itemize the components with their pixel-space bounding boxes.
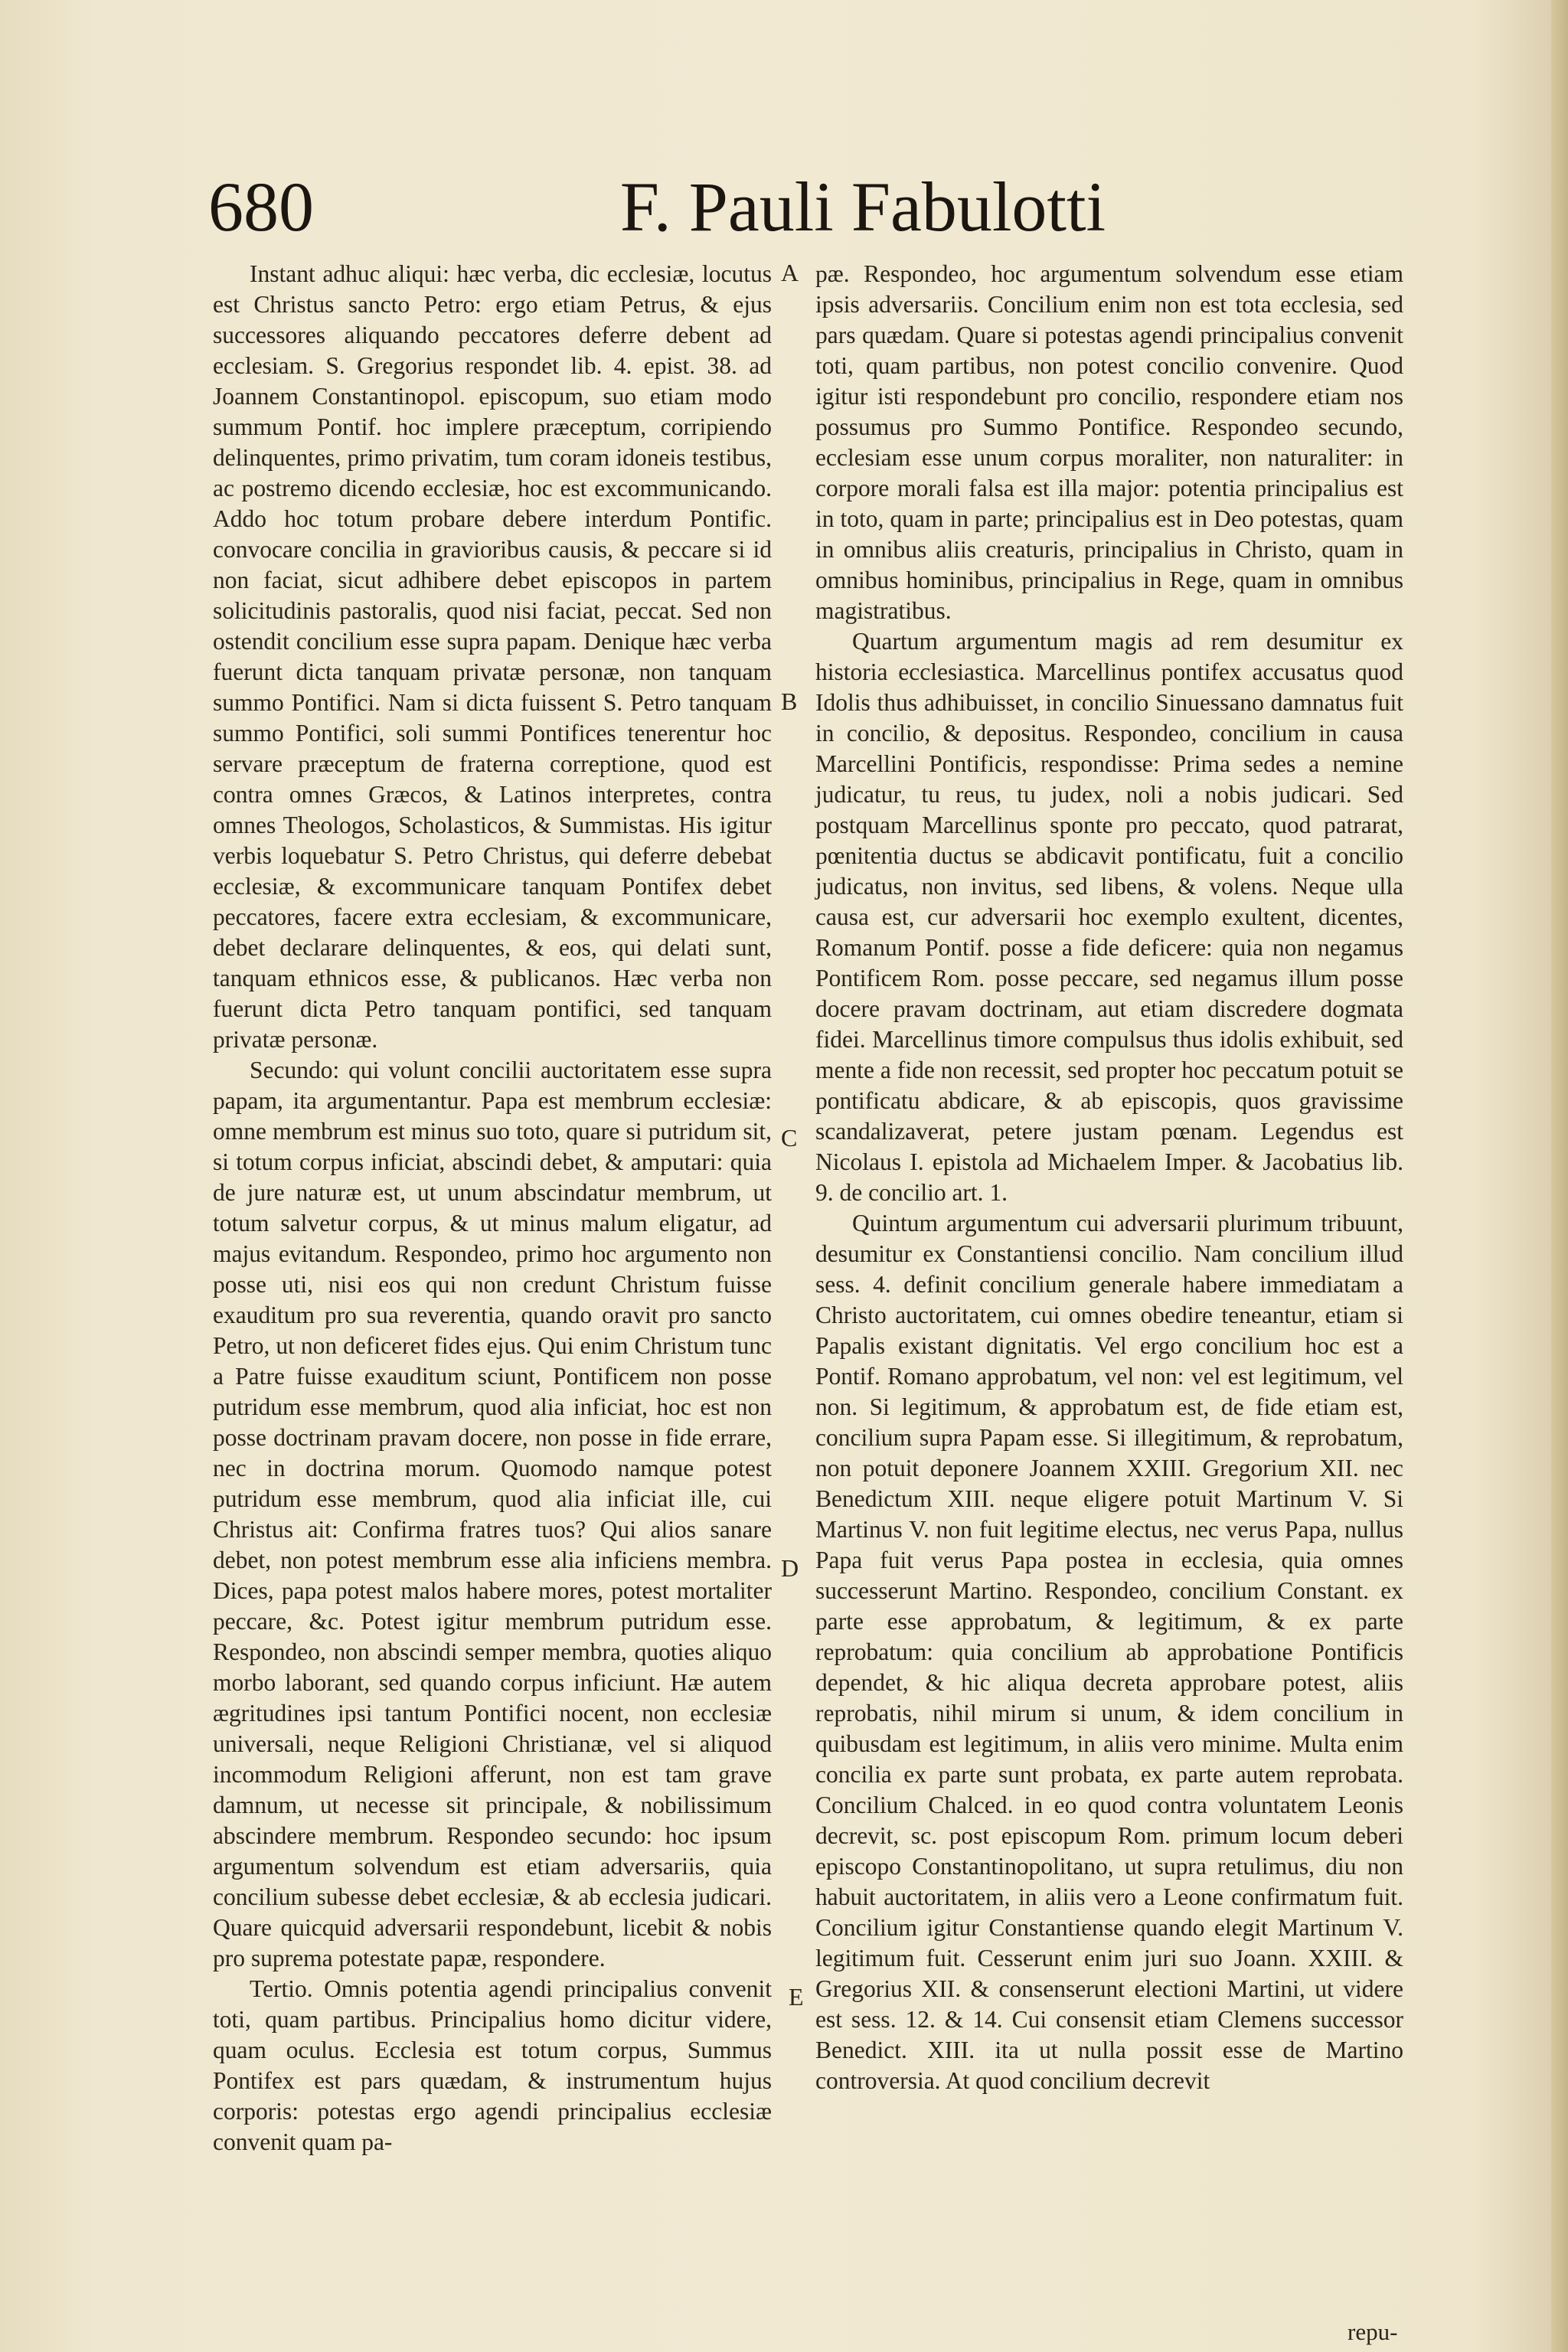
catchword: repu-	[1348, 2318, 1398, 2345]
left-column	[213, 259, 772, 2326]
page-number: 680	[208, 168, 314, 246]
margin-letter-c: C	[781, 1124, 798, 1152]
margin-letter-d: D	[781, 1554, 799, 1582]
paragraph: pæ. Respondeo, hoc argumentum solvendum esse etiam ipsis adversariis. Concilium enim non est tota ecclesia, sed pars quædam. Quare si potestas agendi principalius convenit toti, quam partibus, non potest concilio convenire. Quod igitur isti respondebunt pro concilio, respondere etiam nos possumus pro Summo Pontifice. Respondeo secundo, ecclesiam esse unum corpus moraliter, non naturaliter: in corpore morali falsa est illa major: potentia principalius est in toto, quam in parte; principalius est in Deo potestas, quam in omnibus aliis creaturis, principalius in Christo, quam in omnibus hominibus, principalius in Rege, quam in omnibus magistratibus.	[815, 260, 1403, 624]
right-column	[815, 259, 1403, 2326]
paragraph: Quintum argumentum cui adversarii plurimum tribuunt, desumitur ex Constantiensi concilio. Nam concilium illud sess. 4. definit concilium generale habere immediatam a Christo auctoritatem, cui omnes obedire teneantur, etiam si Papalis existant dignitatis. Vel ergo concilium hoc est a Pontif. Romano approbatum, vel non: vel est legitimum, vel non. Si legitimum, & approbatum est, de fide etiam est, concilium supra Papam esse. Si illegitimum, & reprobatum, non potuit deponere Joannem XXIII. Gregorium XII. nec Benedictum XIII. neque eligere potuit Martinum V. Si Martinus V. non fuit legitime electus, nec verus Papa, nullus Papa fuit verus Papa postea in ecclesia, quia omnes successerunt Martino. Respondeo, concilium Constant. ex parte esse approbatum, & legitimum, & ex parte reprobatum: quia concilium ab approbatione Pontificis dependet, & hic aliqua decreta approbare potest, aliis reprobatis, nihil mirum si unum, & idem concilium in quibusdam est legitimum, in aliis vero minime. Multa enim concilia ex parte sunt probata, ex parte autem reprobata. Concilium Chalced. in eo quod contra voluntatem Leonis decrevit, sc. post episcopum Rom. primum locum deberi episcopo Constantinopolitano, ut supra retulimus, diu non habuit auctoritatem, in aliis vero a Leone confirmatum fuit. Concilium igitur Constantiense quando elegit Martinum V. legitimum fuit. Cesserunt enim juri suo Joann. XXIII. & Gregorius XII. & consenserunt electioni Martini, ut videre est sess. 12. & 14. Cui consensit etiam Clemens successor Benedict. XIII. ita ut nulla possit esse de Martino controversia. At quod concilium decrevit	[815, 1210, 1403, 2094]
paragraph: Instant adhuc aliqui: hæc verba, dic ecclesiæ, locutus est Christus sancto Petro: ergo etiam Petrus, & ejus successores aliquando peccatores deferre debent ad ecclesiam. S. Gregorius respondet lib. 4. epist. 38. ad Joannem Constantinopol. episcopum, suo etiam modo summum Pontif. hoc implere præceptum, corripiendo delinquentes, primo privatim, tum coram idoneis testibus, ac postremo dicendo ecclesiæ, hoc est excommunicando. Addo hoc totum probare debere interdum Pontific. convocare concilia in gravioribus causis, & peccare si id non faciat, sicut adhibere debet episcopos in partem solicitudinis pastoralis, quod nisi faciat, peccat. Sed non ostendit concilium esse supra papam. Denique hæc verba fuerunt dicta tanquam privatæ personæ, non tanquam summo Pontifici. Nam si dicta fuissent S. Petro tanquam summo Pontifici, soli summi Pontifices tenerentur hoc servare præceptum de fraterna correptione, quod est contra omnes Græcos, & Latinos interpretes, contra omnes Theologos, Scholasticos, & Summistas. His igitur verbis loquebatur S. Petro Christus, qui deferre debebat ecclesiæ, & excommunicare tanquam Pontifex debet peccatores, facere extra ecclesiam, & excommunicare, debet declarare delinquentes, & eos, qui delati sunt, tanquam ethnicos esse, & publicanos. Hæc verba non fuerunt dicta Petro tanquam pontifici, sed tanquam privatæ personæ.	[213, 260, 772, 1053]
margin-letter-a: A	[781, 259, 799, 286]
paragraph: Quartum argumentum magis ad rem desumitur ex historia ecclesiastica. Marcellinus pontifex accusatus quod Idolis thus adhibuisset, in concilio Sinuessano damnatus fuit in concilio, & depositus. Respondeo, concilium in causa Marcellini Pontificis, respondisse: Prima sedes a nemine judicatur, tu reus, tu judex, noli a nobis judicari. Sed postquam Marcellinus sponte pro peccato, quod patrarat, pœnitentia ductus se abdicavit pontificatu, fuit a concilio judicatus, non invitus, sed libens, & volens. Neque ulla causa est, cur adversarii hoc exemplo exultent, dicentes, Romanum Pontif. posse a fide deficere: quia non negamus Pontificem Rom. posse peccare, sed negamus illum posse docere pravam doctrinam, aut etiam discredere dogmata fidei. Marcellinus timore compulsus thus idolis exhibuit, sed mente a fide non recessit, sed propter hoc peccatum potuit se pontificatu abdicare, & ab episcopis, quos gravissime scandalizaverat, petere justam pœnam. Legendus est Nicolaus I. epistola ad Michaelem Imper. & Jacobatius lib. 9. de concilio art. 1.	[815, 628, 1403, 1206]
page-header	[208, 165, 1403, 249]
page-edge	[1551, 0, 1568, 2352]
paragraph: Tertio. Omnis potentia agendi principalius convenit toti, quam partibus. Principalius homo dicitur videre, quam oculus. Ecclesia est totum corpus, Summus Pontifex est pars quædam, & instrumentum hujus corporis: potestas ergo agendi principalius ecclesiæ convenit quam pa-	[213, 1975, 772, 2155]
margin-letter-b: B	[781, 688, 798, 715]
running-title: F. Pauli Fabulotti	[619, 168, 1106, 246]
paragraph: Secundo: qui volunt concilii auctoritatem esse supra papam, ita argumentantur. Papa est membrum ecclesiæ: omne membrum est minus suo toto, quare si putridum sit, si totum corpus inficiat, abscindi debet, & amputari: quia de jure naturæ est, ut unum abscindatur membrum, ut totum salvetur corpus, & ut minus malum eligatur, ad majus evitandum. Respondeo, primo hoc argumento non posse uti, nisi eos qui non credunt Christum fuisse exauditum pro sua reverentia, quando oravit pro sancto Petro, ut non deficeret fides ejus. Qui enim Christum tunc a Patre fuisse exauditum sciunt, Pontificem non posse putridum esse membrum, quod alia inficiat, hoc est non posse doctrinam pravam docere, non posse in fide errare, nec in doctrina morum. Quomodo namque potest putridum esse membrum, quod alia inficiat ille, cui Christus ait: Confirma fratres tuos? Qui alios sanare debet, non potest membrum esse alia inficiens membra. Dices, papa potest malos habere mores, potest mortaliter peccare, &c. Potest igitur membrum putridum esse. Respondeo, non abscindi semper membra, quoties aliquo morbo laborant, sed quando corpus inficiunt. Hæ autem ægritudines ipsi tantum Pontifici nocent, non ecclesiæ universali, neque Religioni Christianæ, vel si aliquod incommodum Religioni afferunt, non est tam grave damnum, ut necesse sit principale, & nobilissimum abscindere membrum. Respondeo secundo: hoc ipsum argumentum solvendum est etiam adversariis, quia concilium subesse debet ecclesiæ, & ab ecclesia judicari. Quare quicquid adversarii respondebunt, licebit & nobis pro suprema potestate papæ, respondere.	[213, 1057, 772, 1971]
margin-letter-e: E	[789, 1983, 804, 2011]
